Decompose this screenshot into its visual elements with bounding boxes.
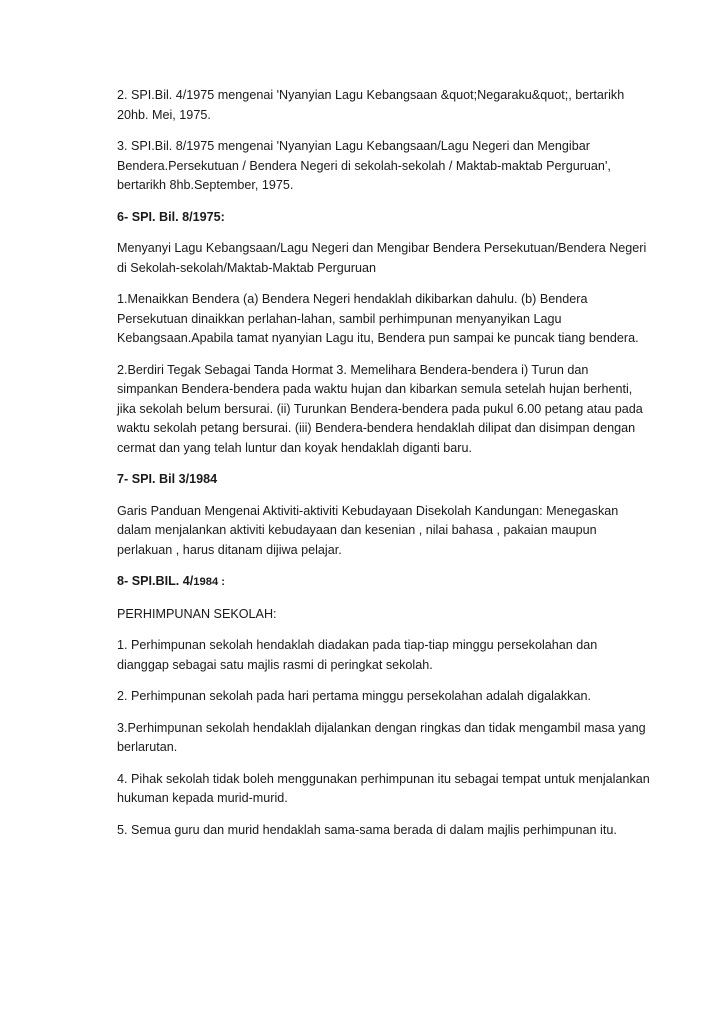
paragraph-perhimpunan-4: 4. Pihak sekolah tidak boleh menggunakan perhimpunan itu sebagai tempat untuk menjalankan hukuman kepada murid-murid.: [117, 771, 650, 805]
paragraph-menaikkan-bendera: 1.Menaikkan Bendera (a) Bendera Negeri hendaklah dikibarkan dahulu. (b) Bendera Persekutuan dinaikkan perlahan-lahan, sambil perhimpunan menyanyikan Lagu Kebangsaan.Apabila tamat nyanyian Lagu itu, Bendera pun sampai ke puncak tiang bendera.: [117, 292, 639, 345]
paragraph-berdiri-tegak: 2.Berdiri Tegak Sebagai Tanda Hormat 3. Memelihara Bendera-bendera i) Turun dan simpankan Bendera-bendera pada waktu hujan dan kibarkan semula setelah hujan berhenti, jika sekolah belum bersurai. (ii) Turunkan Bendera-bendera pada pukul 6.00 petang atau pada waktu sekolah petang bersurai. (iii) Bendera-bendera hendaklah dilipat dan disimpan dengan cermat dan yang telah luntur dan koyak hendaklah diganti baru.: [117, 362, 643, 455]
heading-7-spi-3-1984: 7- SPI. Bil 3/1984: [117, 472, 218, 486]
heading-8-suffix: 1984 :: [193, 576, 226, 588]
paragraph-garis-panduan: Garis Panduan Mengenai Aktiviti-aktiviti Kebudayaan Disekolah Kandungan: Menegaskan dalam menjalankan aktiviti kebudayaan dan kesenian , nilai bahasa , pakaian maupun perlakuan , harus ditanam dijiwa pelajar.: [117, 503, 619, 557]
paragraph-perhimpunan-5: 5. Semua guru dan murid hendaklah sama-sama berada di dalam majlis perhimpunan itu.: [117, 822, 617, 837]
paragraph-menyanyi-lagu: Menyanyi Lagu Kebangsaan/Lagu Negeri dan Mengibar Bendera Persekutuan/Bendera Negeri di Sekolah-sekolah/Maktab-Maktab Perguruan: [117, 241, 647, 275]
heading-8-spi-4-1984: [117, 572, 652, 593]
heading-6-spi-8-1975: 6- SPI. Bil. 8/1975:: [117, 209, 225, 224]
paragraph-perhimpunan-1: 1. Perhimpunan sekolah hendaklah diadakan pada tiap-tiap minggu persekolahan dan dianggap sebagai satu majlis rasmi di peringkat sekolah.: [117, 638, 598, 672]
paragraph-perhimpunan-3: 3.Perhimpunan sekolah hendaklah dijalankan dengan ringkas dan tidak mengambil masa yang berlarutan.: [117, 720, 646, 754]
paragraph-perhimpunan-2: 2. Perhimpunan sekolah pada hari pertama minggu persekolahan adalah digalakkan.: [117, 689, 591, 703]
paragraph-perhimpunan-sekolah-title: PERHIMPUNAN SEKOLAH:: [117, 606, 277, 621]
document-body: [117, 86, 652, 852]
heading-8-main: 8- SPI.BIL. 4/: [117, 574, 194, 588]
paragraph-spi-8-1975: 3. SPI.Bil. 8/1975 mengenai 'Nyanyian Lagu Kebangsaan/Lagu Negeri dan Mengibar Bendera.Persekutuan / Bendera Negeri di sekolah-sekolah / Maktab-maktab Perguruan', bertarikh 8hb.September, 1975.: [117, 139, 611, 192]
paragraph-spi-4-1975: 2. SPI.Bil. 4/1975 mengenai 'Nyanyian Lagu Kebangsaan &quot;Negaraku&quot;, bertarikh 20hb. Mei, 1975.: [117, 88, 625, 122]
